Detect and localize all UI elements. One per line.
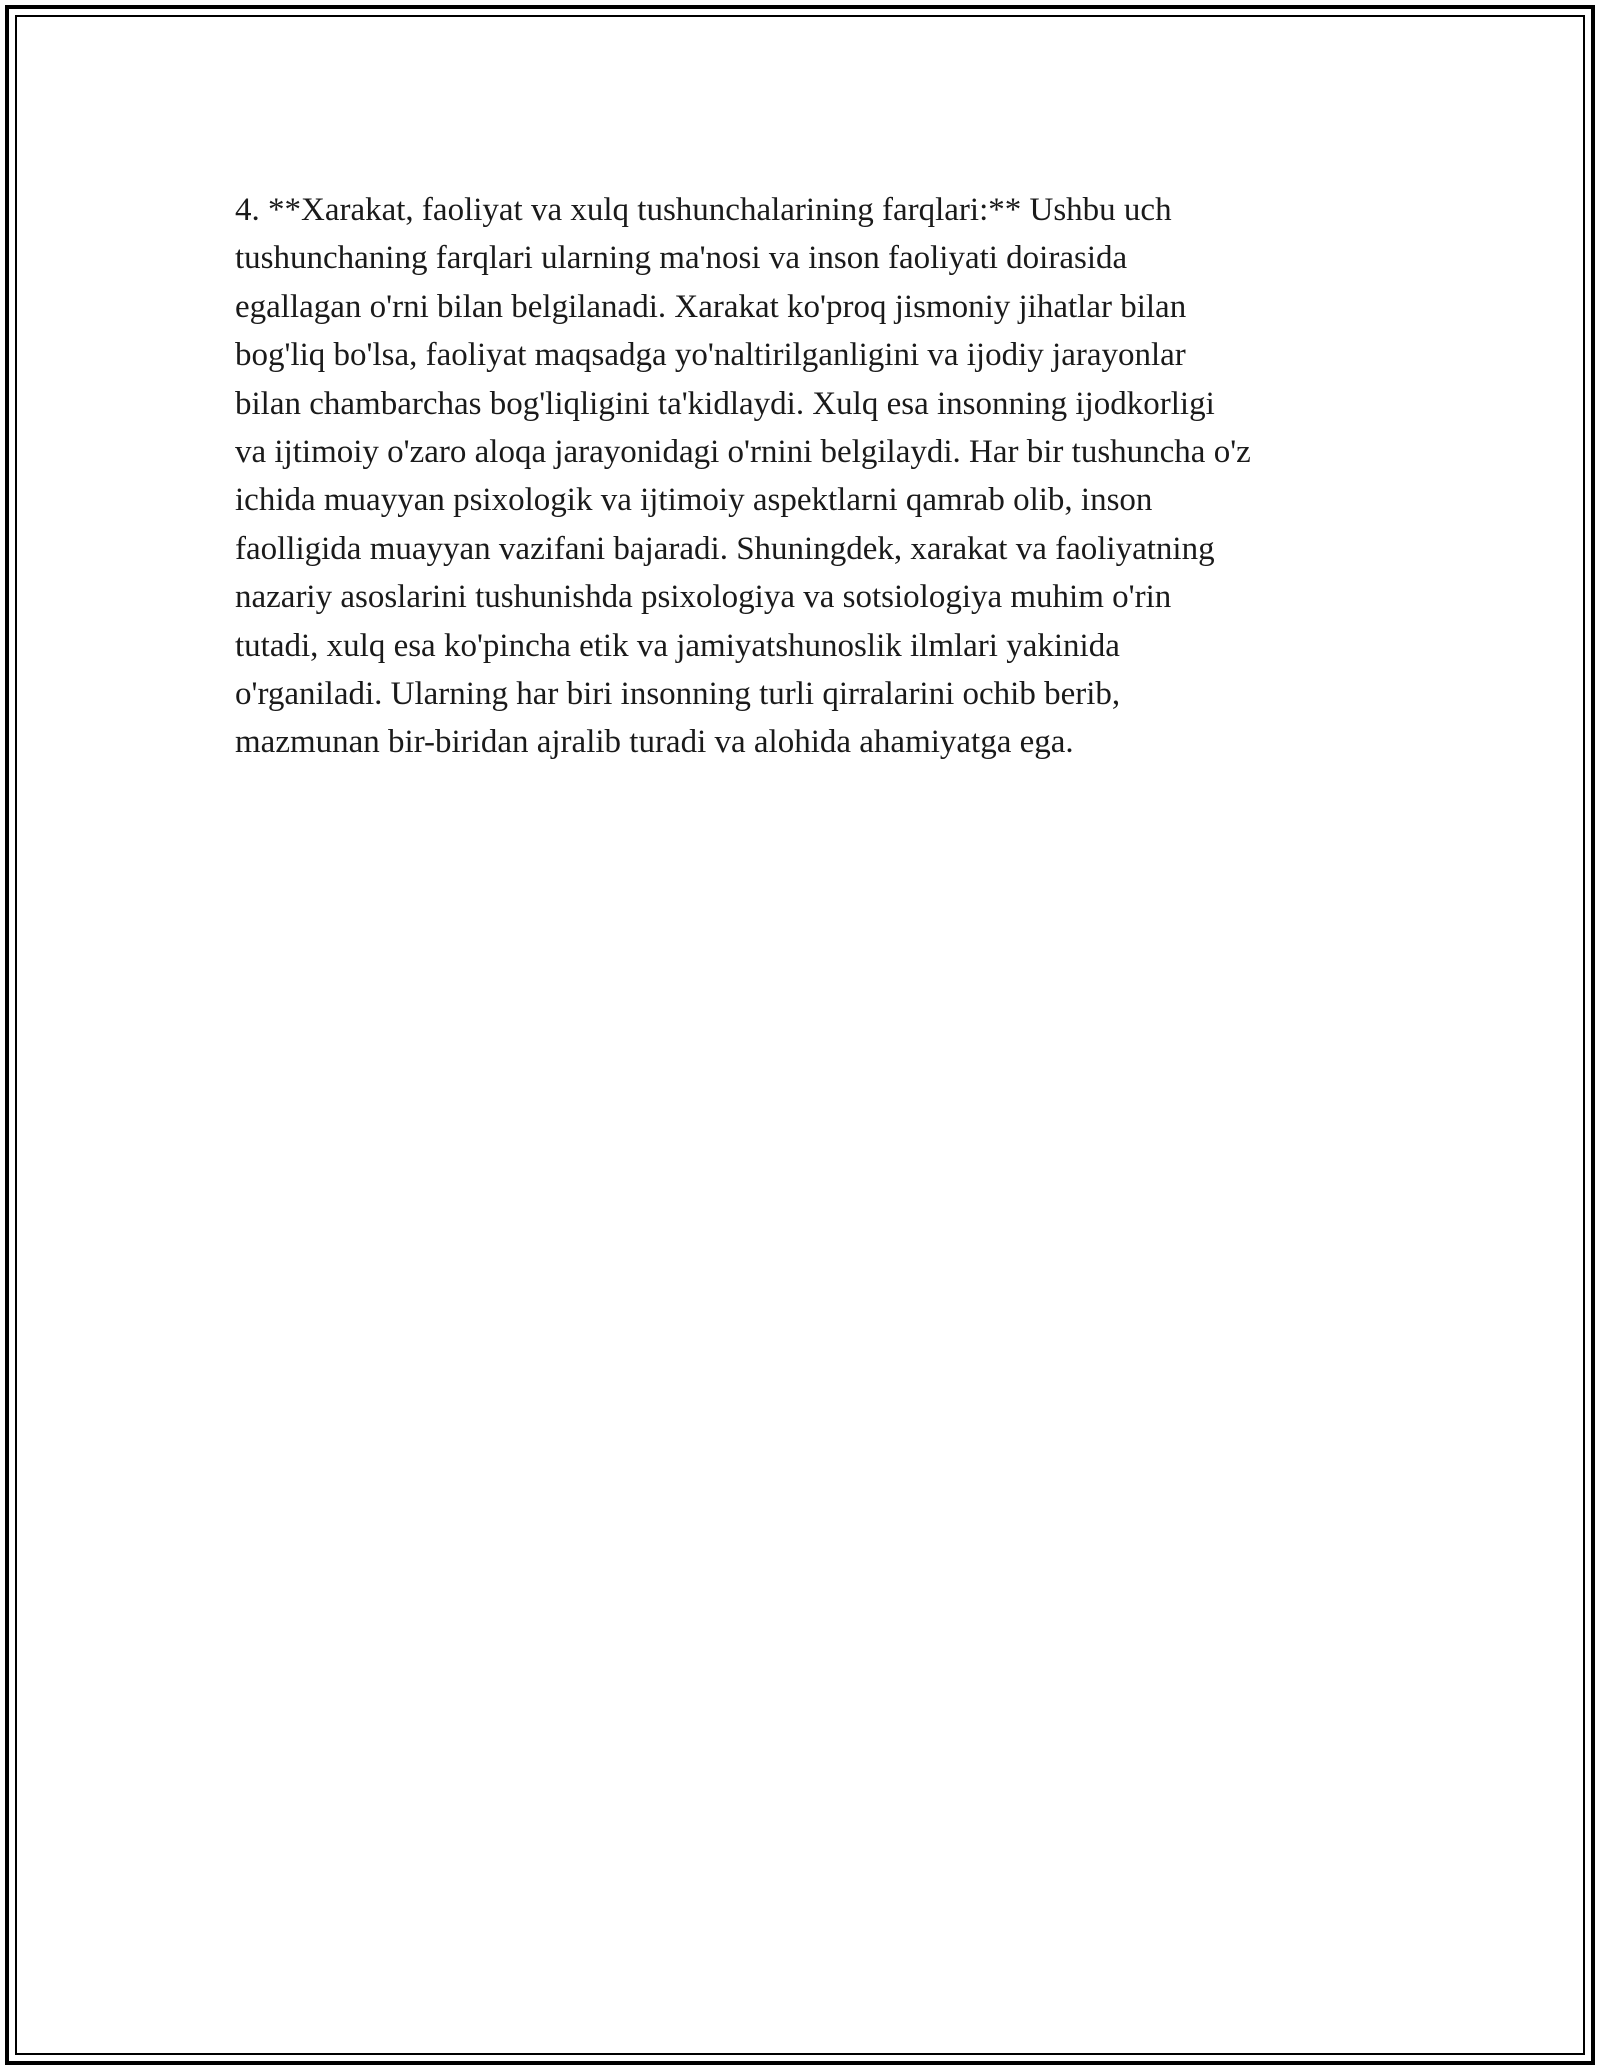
paragraph-line: va ijtimoiy o'zaro aloqa jarayonidagi o'rnini belgilaydi. Har bir tushuncha o'z <box>235 434 1251 471</box>
paragraph-line: nazariy asoslarini tushunishda psixologiya va sotsiologiya muhim o'rin <box>235 579 1172 616</box>
paragraph-line: egallagan o'rni bilan belgilanadi. Xarakat ko'proq jismoniy jihatlar bilan <box>235 288 1187 325</box>
paragraph-line: mazmunan bir-biridan ajralib turadi va alohida ahamiyatga ega. <box>235 724 1074 761</box>
paragraph-line: ichida muayyan psixologik va ijtimoiy aspektlarni qamrab olib, inson <box>235 482 1153 519</box>
paragraph-line: tutadi, xulq esa ko'pincha etik va jamiyatshunoslik ilmlari yakinida <box>235 627 1120 664</box>
paragraph-line: tushunchaning farqlari ularning ma'nosi va inson faoliyati doirasida <box>235 240 1128 277</box>
paragraph-line: bog'liq bo'lsa, faoliyat maqsadga yo'naltirilganligini va ijodiy jarayonlar <box>235 337 1186 374</box>
paragraph-line: faolligida muayyan vazifani bajaradi. Shuningdek, xarakat va faoliyatning <box>235 530 1215 567</box>
paragraph-line: o'rganiladi. Ularning har biri insonning turli qirralarini ochib berib, <box>235 676 1121 713</box>
paragraph-line: 4. **Xarakat, faoliyat va xulq tushunchalarining farqlari:** Ushbu uch <box>235 192 1172 228</box>
paragraph-line: bilan chambarchas bog'liqligini ta'kidlaydi. Xulq esa insonning ijodkorligi <box>235 385 1215 422</box>
document-paragraph <box>235 186 1385 767</box>
